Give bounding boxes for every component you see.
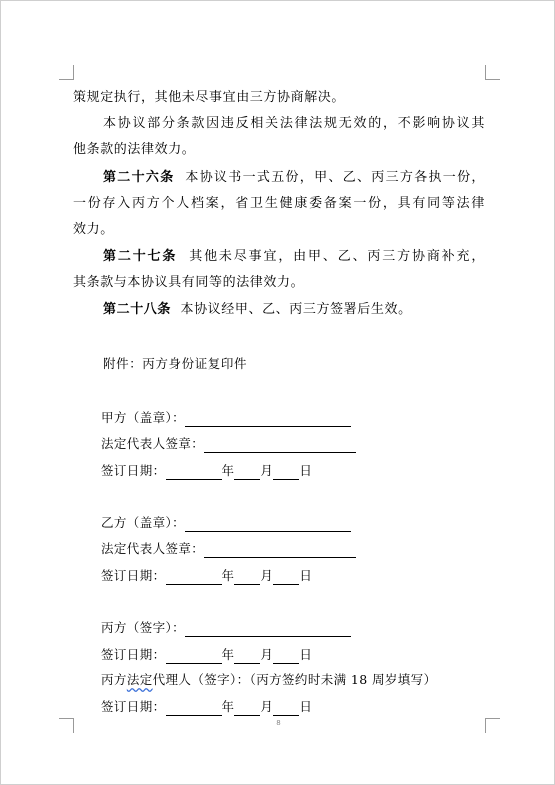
day-label: 日 (299, 647, 313, 662)
party-a-signature-line[interactable] (185, 412, 351, 427)
legal-rep-a-row (101, 435, 356, 453)
date-row-a (101, 462, 312, 480)
month-label: 月 (260, 568, 274, 583)
month-blank[interactable] (234, 649, 260, 664)
guardian-row (101, 671, 436, 689)
page-number: 8 (276, 719, 281, 727)
date-row-b (101, 567, 312, 585)
article-28-line (103, 301, 412, 319)
month-label: 月 (260, 463, 274, 478)
day-blank[interactable] (273, 701, 299, 716)
date-label: 签订日期： (101, 463, 166, 478)
paragraph-line: 效力。 (73, 222, 114, 237)
party-b-label: 乙方（盖章）： (101, 515, 186, 530)
year-label: 年 (221, 699, 235, 714)
day-label: 日 (299, 699, 313, 714)
article-26-text: 本协议书一式五份，甲、乙、丙三方各执一份， (185, 170, 485, 185)
date-row-guardian (101, 698, 312, 716)
party-c-signature-line[interactable] (185, 622, 351, 637)
date-label: 签订日期： (101, 699, 166, 714)
year-label: 年 (221, 463, 235, 478)
paragraph-line: 策规定执行，其他未尽事宜由三方协商解决。 (73, 90, 346, 105)
day-label: 日 (299, 568, 313, 583)
year-label: 年 (221, 647, 235, 662)
legal-rep-a-label: 法定代表人签章： (101, 436, 205, 451)
year-blank[interactable] (166, 570, 222, 585)
month-label: 月 (260, 699, 274, 714)
article-26-title: 第二十六条 (103, 170, 175, 185)
guardian-label-suffix: 代理人（签字）：（丙方签约时未满 18 周岁填写） (152, 672, 437, 687)
paragraph-line: 一份存入丙方个人档案，省卫生健康委备案一份，具有同等法律 (73, 196, 485, 211)
month-blank[interactable] (234, 465, 260, 480)
month-blank[interactable] (234, 570, 260, 585)
date-label: 签订日期： (101, 647, 166, 662)
party-c-label: 丙方（签字）： (101, 620, 186, 635)
date-row-c (101, 646, 312, 664)
article-26-line (103, 169, 485, 187)
article-28-title: 第二十八条 (103, 302, 172, 317)
article-27-text: 其他未尽事宜，由甲、乙、丙三方协商补充， (189, 249, 485, 264)
month-blank[interactable] (234, 701, 260, 716)
year-blank[interactable] (166, 649, 222, 664)
guardian-label-wavy: 法定 (126, 672, 153, 687)
paragraph-line: 本协议部分条款因违反相关法律法规无效的，不影响协议其 (103, 116, 485, 131)
party-b-row (101, 514, 351, 532)
day-blank[interactable] (273, 649, 299, 664)
paragraph-line: 其条款与本协议具有同等的法律效力。 (73, 275, 305, 290)
party-b-signature-line[interactable] (185, 517, 351, 532)
month-label: 月 (260, 647, 274, 662)
year-blank[interactable] (166, 701, 222, 716)
party-a-label: 甲方（盖章）： (101, 410, 186, 425)
attachment-note: 附件：丙方身份证复印件 (103, 356, 248, 371)
date-label: 签订日期： (101, 568, 166, 583)
day-blank[interactable] (273, 465, 299, 480)
party-a-row (101, 409, 351, 427)
legal-rep-a-signature-line[interactable] (204, 438, 356, 453)
year-blank[interactable] (166, 465, 222, 480)
paragraph-line: 他条款的法律效力。 (73, 142, 196, 157)
crop-mark-top-right (485, 65, 500, 80)
year-label: 年 (221, 568, 235, 583)
article-27-title: 第二十七条 (103, 249, 178, 264)
article-28-text: 本协议经甲、乙、丙三方签署后生效。 (180, 302, 412, 317)
day-label: 日 (299, 463, 313, 478)
day-blank[interactable] (273, 570, 299, 585)
crop-mark-top-left (59, 65, 74, 80)
legal-rep-b-row (101, 540, 356, 558)
legal-rep-b-label: 法定代表人签章： (101, 541, 205, 556)
article-27-line (103, 248, 485, 266)
guardian-label-prefix: 丙方 (101, 672, 127, 687)
legal-rep-b-signature-line[interactable] (204, 543, 356, 558)
party-c-row (101, 619, 351, 637)
